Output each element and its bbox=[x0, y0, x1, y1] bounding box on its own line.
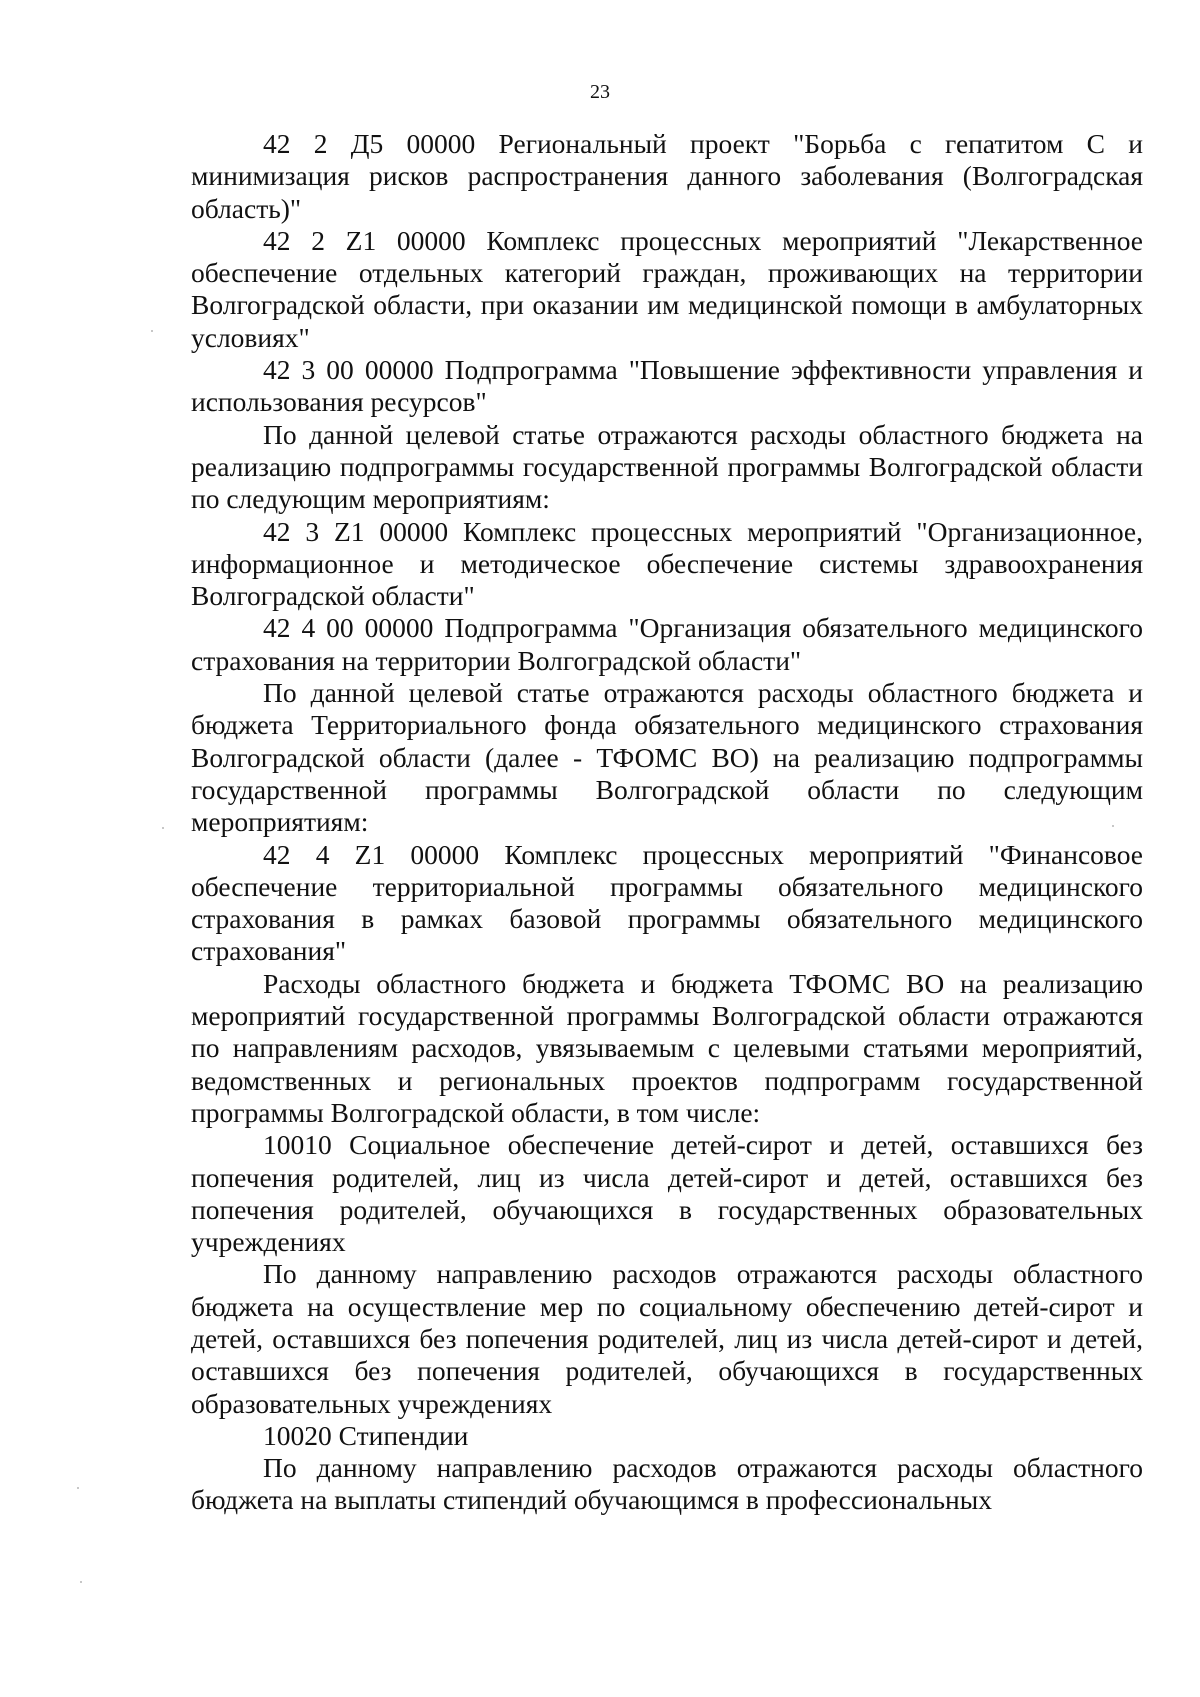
paragraph-code-10020: 10020 Стипендии bbox=[263, 1419, 469, 1451]
paragraph-code-10020-description: По данному направлению расходов отражаются расходы областного бюджета на выплаты стипендий обучающимся в профессиональных bbox=[191, 1452, 1143, 1516]
scan-speck bbox=[77, 1487, 79, 1489]
scan-speck bbox=[1112, 825, 1114, 827]
scan-speck bbox=[151, 330, 153, 332]
paragraph-subprogram-management: 42 3 00 00000 Подпрограмма "Повышение эффективности управления и использования ресурсов" bbox=[191, 354, 1143, 418]
scan-speck bbox=[80, 1581, 82, 1583]
paragraph-expense-directions: Расходы областного бюджета и бюджета ТФОМС ВО на реализацию мероприятий государственной программы Волгоградской области отражаются по направлениям расходов, увязываемым с целевыми статьями мероприятий, ведомственных и региональных проектов подпрограмм государственной программы Волгоградской области, в том числе: bbox=[191, 967, 1143, 1128]
paragraph-code-10010-description: По данному направлению расходов отражаются расходы областного бюджета на осуществление мер по социальному обеспечению детей-сирот и детей, оставшихся без попечения родителей, лиц из числа детей-сирот и детей, оставшихся без попечения родителей, обучающихся в государственных образовательных учреждениях bbox=[191, 1258, 1143, 1419]
page-number: 23 bbox=[590, 81, 610, 103]
paragraph-subprogram-management-description: По данной целевой статье отражаются расходы областного бюджета на реализацию подпрограммы государственной программы Волгоградской области по следующим мероприятиям: bbox=[191, 418, 1143, 515]
paragraph-subprogram-insurance-description: По данной целевой статье отражаются расходы областного бюджета и бюджета Территориального фонда обязательного медицинского страхования Волгоградской области (далее - ТФОМС ВО) на реализацию подпрограммы государственной программы Волгоградской области по следующим мероприятиям: bbox=[191, 677, 1143, 838]
paragraph-organizational-support: 42 3 Z1 00000 Комплекс процессных мероприятий "Организационное, информационное и методическое обеспечение системы здравоохранения Волгоградской области" bbox=[191, 515, 1143, 612]
paragraph-code-10010: 10010 Социальное обеспечение детей-сирот и детей, оставшихся без попечения родителей, лиц из числа детей-сирот и детей, оставшихся без попечения родителей, обучающихся в государственных образовательных учреждениях bbox=[191, 1129, 1143, 1258]
paragraph-financial-support: 42 4 Z1 00000 Комплекс процессных мероприятий "Финансовое обеспечение территориальной программы обязательного медицинского страхования в рамках базовой программы обязательного медицинского страхования" bbox=[191, 838, 1143, 967]
paragraph-project-hepatitis: 42 2 Д5 00000 Региональный проект "Борьба с гепатитом С и минимизация рисков распространения данного заболевания (Волгоградская область)" bbox=[191, 128, 1143, 224]
scan-speck bbox=[162, 827, 164, 829]
paragraph-drug-provision: 42 2 Z1 00000 Комплекс процессных мероприятий "Лекарственное обеспечение отдельных категорий граждан, проживающих на территории Волгоградской области, при оказании им медицинской помощи в амбулаторных условиях" bbox=[191, 224, 1143, 353]
document-body bbox=[191, 128, 1143, 1517]
paragraph-subprogram-insurance: 42 4 00 00000 Подпрограмма "Организация обязательного медицинского страхования на территории Волгоградской области" bbox=[191, 612, 1143, 676]
